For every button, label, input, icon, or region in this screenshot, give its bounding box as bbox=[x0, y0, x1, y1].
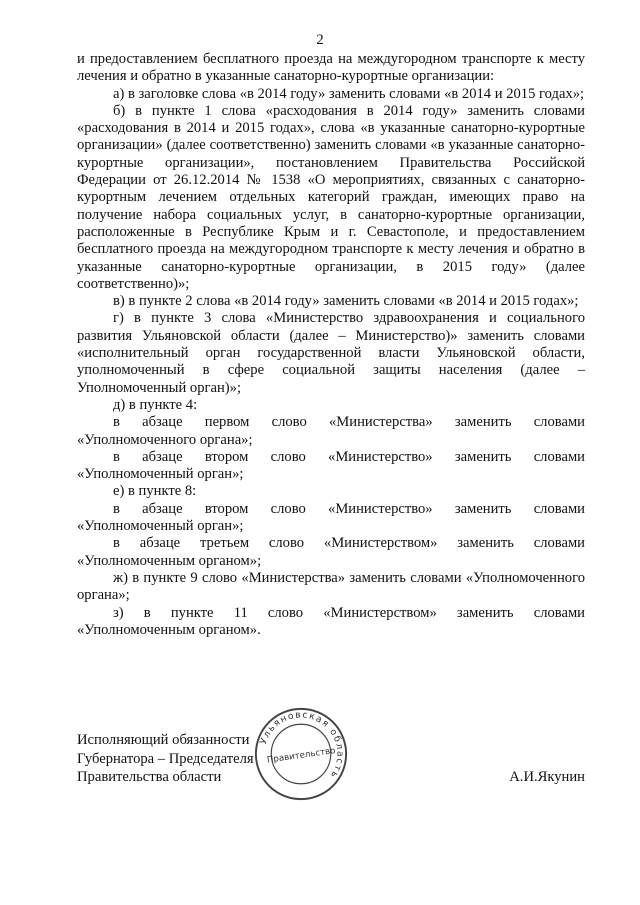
official-seal-stamp bbox=[253, 706, 349, 802]
paragraph: в абзаце первом слово «Министерства» заменить словами «Уполномоченного органа»; bbox=[77, 414, 585, 448]
paragraph: в абзаце третьем слово «Министерством» заменить словами «Уполномоченным органом»; bbox=[77, 535, 585, 569]
seal-ring-text: Ульяновская область bbox=[258, 710, 345, 781]
paragraph: в абзаце втором слово «Министерство» заменить словами «Уполномоченный орган»; bbox=[77, 448, 585, 483]
paragraph: и предоставлением бесплатного проезда на междугородном транспорте к месту лечения и обратно в указанные санаторно-курортные организации: bbox=[77, 51, 585, 85]
page-number: 2 bbox=[316, 32, 324, 48]
paragraph: а) в заголовке слова «в 2014 году» заменить словами «в 2014 и 2015 годах»; bbox=[113, 85, 585, 102]
paragraph: е) в пункте 8: bbox=[113, 483, 197, 500]
paragraph: г) в пункте 3 слова «Министерство здравоохранения и социального развития Ульяновской области (далее – Министерство)» заменить словами «исполнительный орган государственной власти Ульяновской области, уполномоченный в сфере социальной защиты населения (далее – Уполномоченный орган)»; bbox=[77, 310, 585, 396]
signatory-title-line-3: Правительства области bbox=[77, 769, 222, 785]
paragraph: ж) в пункте 9 слово «Министерства» заменить словами «Уполномоченного органа»; bbox=[77, 569, 585, 604]
signatory-name: А.И.Якунин bbox=[509, 769, 585, 785]
seal-center-text: Правительство bbox=[266, 746, 337, 766]
document-body bbox=[77, 51, 585, 639]
signatory-title-line-1: Исполняющий обязанности bbox=[77, 732, 250, 748]
paragraph: д) в пункте 4: bbox=[113, 396, 198, 413]
paragraph: в абзаце втором слово «Министерство» заменить словами «Уполномоченный орган»; bbox=[77, 500, 585, 535]
signatory-title-line-2: Губернатора – Председателя bbox=[77, 750, 254, 767]
paragraph: з) в пункте 11 слово «Министерством» заменить словами «Уполномоченным органом». bbox=[77, 604, 585, 638]
paragraph: б) в пункте 1 слова «расходования в 2014 году» заменить словами «расходования в 2014 и 2015 годах», слова «в указанные санаторно-курортные организации» (далее соответственно) заменить словами «в указанные санаторно-курортные организации», постановлением Правительства Российской Федерации от 26.12.2014 № 1538 «О мероприятиях, связанных с санаторно-курортным лечением отдельных категорий граждан, имеющих право на получение набора социальных услуг, в санаторно-курортные организации, расположенные в Республике Крым и г. Севастополе, и предоставлением бесплатного проезда на междугородном транспорте к месту лечения и обратно в указанные санаторно-курортные организации, в 2015 году» (далее соответственно)»; bbox=[77, 102, 585, 292]
paragraph: в) в пункте 2 слова «в 2014 году» заменить словами «в 2014 и 2015 годах»; bbox=[113, 293, 579, 310]
